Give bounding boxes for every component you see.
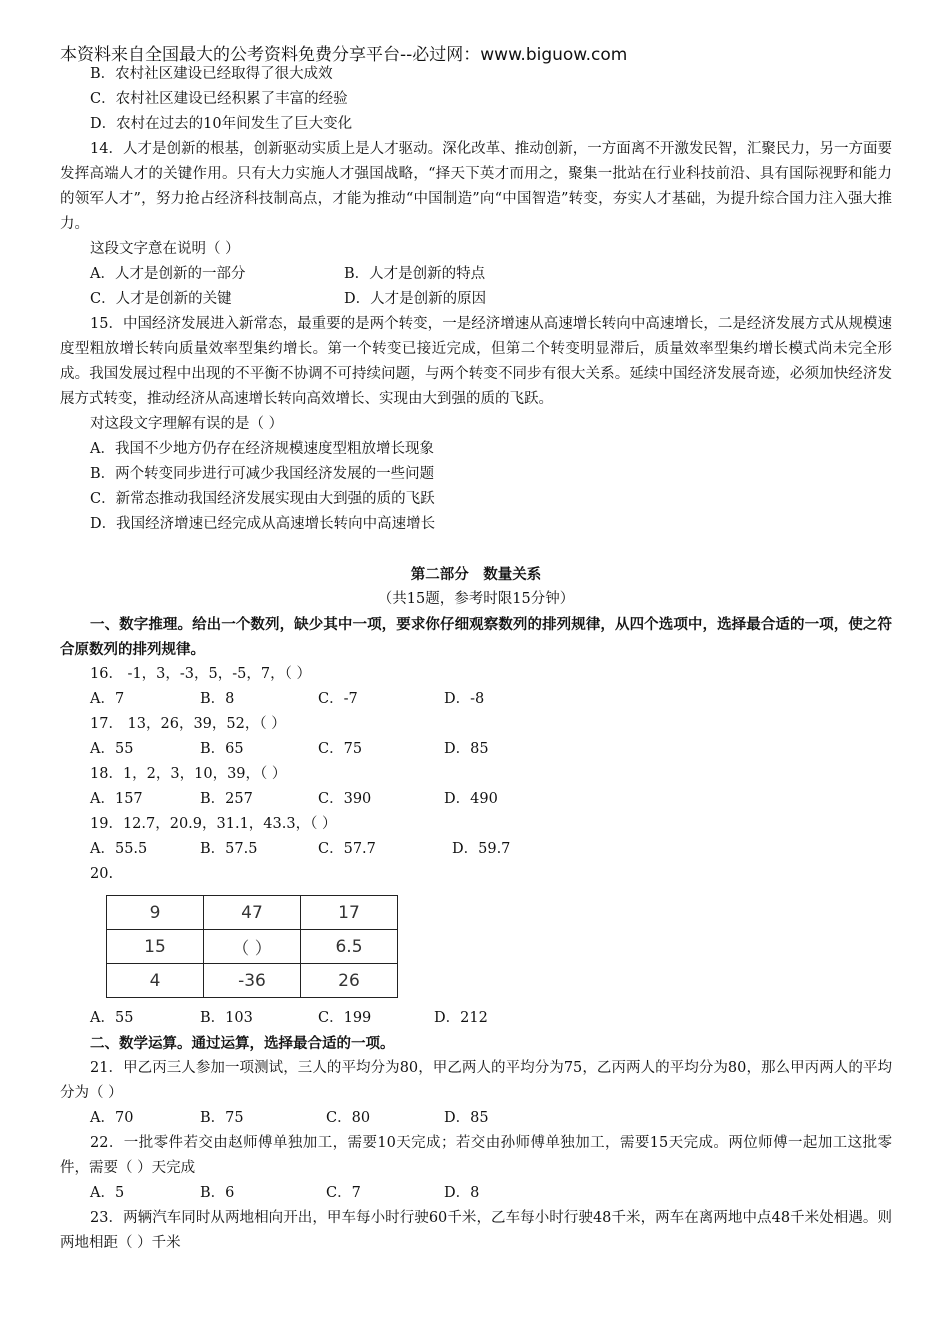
q21-option-c: C．80 — [326, 1110, 371, 1126]
q18-option-c: C．390 — [318, 791, 372, 807]
q22-option-c: C．7 — [326, 1185, 361, 1201]
q18-option-b: B．257 — [200, 791, 253, 807]
q20-option-c: C．199 — [318, 1010, 372, 1026]
q17-stem: 17． 13，26，39，52，（ ） — [90, 716, 286, 732]
q19-option-a: A．55.5 — [90, 841, 148, 857]
q16-option-d: D．-8 — [444, 691, 485, 707]
q22-stem: 22．一批零件若交由赵师傅单独加工，需要10天完成；若交由孙师傅单独加工，需要15天完成。两位师傅一起加工这批零件，需要（ ）天完成 — [60, 1135, 892, 1176]
q22-option-a: A．5 — [90, 1185, 125, 1201]
q20-option-d: D．212 — [434, 1010, 488, 1026]
q17-option-d: D．85 — [444, 741, 489, 757]
q18-stem: 18．1，2，3，10，39，（ ） — [90, 766, 287, 782]
q17-option-a: A．55 — [90, 741, 134, 757]
part2-subtitle: （共15题，参考时限15分钟） — [377, 591, 575, 607]
spacer — [60, 537, 892, 562]
q16-option-a: A．7 — [90, 691, 125, 707]
q14-option-b: B．人才是创新的特点 — [344, 266, 486, 282]
q22-option-d: D．8 — [444, 1185, 480, 1201]
q20-table-wrapper — [60, 887, 892, 1006]
q15-option-b: B．两个转变同步进行可减少我国经济发展的一些问题 — [90, 466, 435, 482]
q21-option-d: D．85 — [444, 1110, 489, 1126]
q21-option-a: A．70 — [90, 1110, 134, 1126]
q15-option-a: A．我国不少地方仍存在经济规模速度型粗放增长现象 — [90, 441, 434, 457]
grid-cell: 6.5 — [301, 930, 398, 964]
grid-row — [107, 930, 398, 964]
q18-option-a: A．157 — [90, 791, 143, 807]
q22-option-b: B．6 — [200, 1185, 235, 1201]
grid-cell: 15 — [107, 930, 204, 964]
page-header: 本资料来自全国最大的公考资料免费分享平台--必过网：www.biguow.com — [60, 45, 628, 65]
q20-stem: 20. — [90, 866, 114, 882]
q17-option-b: B．65 — [200, 741, 244, 757]
q21-stem: 21．甲乙丙三人参加一项测试，三人的平均分为80，甲乙两人的平均分为75，乙丙两人的平均分为80，那么甲丙两人的平均分为（ ） — [60, 1060, 892, 1101]
q13-option-c: C．农村社区建设已经积累了丰富的经验 — [90, 91, 348, 107]
q14-options-row2 — [60, 287, 892, 312]
q20-number-grid — [106, 895, 398, 998]
q16-option-c: C．-7 — [318, 691, 358, 707]
q14-stem: 14．人才是创新的根基，创新驱动实质上是人才驱动。深化改革、推动创新，一方面离不开激发民智，汇聚民力，另一方面要发挥高端人才的关键作用。只有大力实施人才强国战略，“择天下英才而用之，聚集一批站在行业科技前沿、具有国际视野和能力的领军人才”，努力抢占经济科技制高点，才能为推动“中国制造”向“中国智造”转变，夯实人才基础，为提升综合国力注入强大推力。 — [60, 141, 892, 232]
q17-options — [60, 737, 892, 762]
q16-option-b: B．8 — [200, 691, 235, 707]
grid-cell: 9 — [107, 896, 204, 930]
q14-option-d: D．人才是创新的原因 — [344, 291, 487, 307]
grid-row — [107, 964, 398, 998]
q16-options — [60, 687, 892, 712]
q15-option-d: D．我国经济增速已经完成从高速增长转向中高速增长 — [90, 516, 436, 532]
grid-row — [107, 896, 398, 930]
section2-instructions: 二、数学运算。通过运算，选择最合适的一项。 — [90, 1035, 395, 1052]
q14-option-a: A．人才是创新的一部分 — [90, 266, 246, 282]
grid-cell: 26 — [301, 964, 398, 998]
q13-option-d: D．农村在过去的10年间发生了巨大变化 — [90, 116, 353, 132]
grid-cell: 47 — [204, 896, 301, 930]
q19-option-c: C．57.7 — [318, 841, 376, 857]
q15-question: 对这段文字理解有误的是（ ） — [90, 416, 284, 432]
q19-option-d: D．59.7 — [452, 841, 511, 857]
q23-stem: 23．两辆汽车同时从两地相向开出，甲车每小时行驶60千米，乙车每小时行驶48千米，两车在离两地中点48千米处相遇。则两地相距（ ）千米 — [60, 1210, 892, 1251]
q19-option-b: B．57.5 — [200, 841, 258, 857]
document-body — [60, 62, 892, 1256]
q20-option-b: B．103 — [200, 1010, 253, 1026]
q21-options — [60, 1106, 892, 1131]
part2-title: 第二部分 数量关系 — [410, 566, 542, 583]
q15-option-c: C．新常态推动我国经济发展实现由大到强的质的飞跃 — [90, 491, 435, 507]
q19-options — [60, 837, 892, 862]
q14-options-row1 — [60, 262, 892, 287]
q16-stem: 16． -1，3，-3，5，-5，7，（ ） — [90, 666, 311, 682]
grid-cell: （ ） — [204, 930, 301, 964]
q13-option-b: B．农村社区建设已经取得了很大成效 — [90, 66, 333, 82]
q21-option-b: B．75 — [200, 1110, 244, 1126]
grid-cell: -36 — [204, 964, 301, 998]
grid-cell: 17 — [301, 896, 398, 930]
q14-question: 这段文字意在说明（ ） — [90, 241, 240, 257]
q19-stem: 19．12.7，20.9，31.1，43.3，（ ） — [90, 816, 337, 832]
q18-option-d: D．490 — [444, 791, 498, 807]
section1-instructions: 一、数字推理。给出一个数列，缺少其中一项，要求你仔细观察数列的排列规律，从四个选项中，选择最合适的一项，使之符合原数列的排列规律。 — [60, 616, 892, 658]
q15-stem: 15．中国经济发展进入新常态，最重要的是两个转变，一是经济增速从高速增长转向中高速增长，二是经济发展方式从规模速度型粗放增长转向质量效率型集约增长。第一个转变已接近完成，但第二个转变明显滞后，质量效率型集约增长模式尚未完全形成。我国发展过程中出现的不平衡不协调不可持续问题，与两个转变不同步有很大关系。延续中国经济发展奇迹，必须加快经济发展方式转变，推动经济从高速增长转向高效增长、实现由大到强的质的飞跃。 — [60, 316, 892, 407]
q20-option-a: A．55 — [90, 1010, 134, 1026]
q18-options — [60, 787, 892, 812]
q17-option-c: C．75 — [318, 741, 363, 757]
q22-options — [60, 1181, 892, 1206]
grid-cell: 4 — [107, 964, 204, 998]
q20-options — [60, 1006, 892, 1031]
q14-option-c: C．人才是创新的关键 — [90, 291, 232, 307]
